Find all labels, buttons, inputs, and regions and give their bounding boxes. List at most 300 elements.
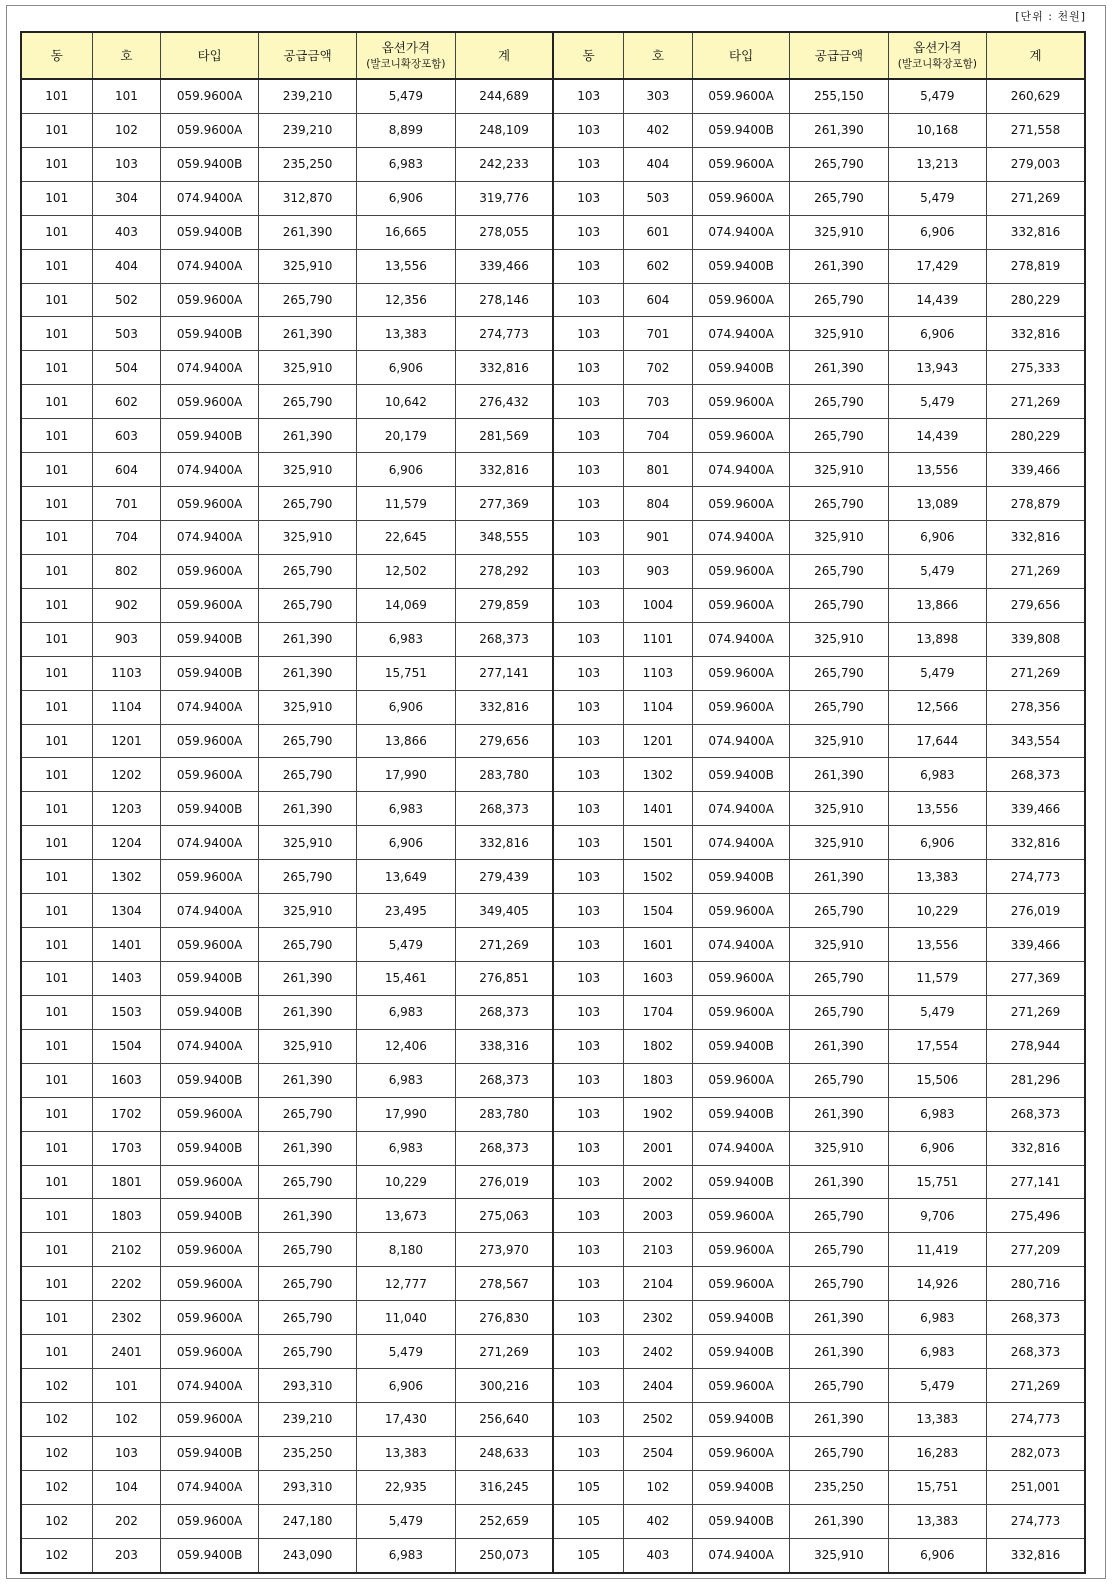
table-row bbox=[21, 1402, 1085, 1436]
cell-supply-price: 265,790 bbox=[790, 1436, 888, 1470]
header-label: 동 bbox=[582, 48, 595, 63]
cell-type: 059.9600A bbox=[692, 419, 789, 453]
cell-total: 278,944 bbox=[987, 1029, 1085, 1063]
cell-option-price: 5,479 bbox=[357, 928, 455, 962]
cell-total: 282,073 bbox=[987, 1436, 1085, 1470]
cell-ho: 703 bbox=[623, 385, 692, 419]
cell-ho: 603 bbox=[92, 419, 161, 453]
cell-dong: 103 bbox=[553, 181, 623, 215]
cell-ho: 403 bbox=[623, 1538, 692, 1573]
cell-option-price: 5,479 bbox=[888, 181, 986, 215]
cell-dong: 103 bbox=[553, 1267, 623, 1301]
cell-option-price: 16,283 bbox=[888, 1436, 986, 1470]
table-row bbox=[21, 1097, 1085, 1131]
cell-option-price: 13,649 bbox=[357, 860, 455, 894]
cell-type: 059.9600A bbox=[161, 928, 258, 962]
cell-ho: 2402 bbox=[623, 1335, 692, 1369]
cell-ho: 1703 bbox=[92, 1131, 161, 1165]
table-row bbox=[21, 656, 1085, 690]
cell-total: 332,816 bbox=[987, 826, 1085, 860]
cell-type: 074.9400A bbox=[161, 1470, 258, 1504]
cell-option-price: 5,479 bbox=[357, 79, 455, 113]
cell-total: 278,356 bbox=[987, 690, 1085, 724]
cell-supply-price: 325,910 bbox=[790, 928, 888, 962]
header-label: 타입 bbox=[197, 48, 222, 63]
header-label: 계 bbox=[1029, 48, 1042, 63]
cell-option-price: 14,439 bbox=[888, 419, 986, 453]
cell-dong: 103 bbox=[553, 385, 623, 419]
table-row bbox=[21, 928, 1085, 962]
cell-dong: 103 bbox=[553, 1063, 623, 1097]
cell-ho: 402 bbox=[623, 113, 692, 147]
cell-ho: 1202 bbox=[92, 758, 161, 792]
cell-type: 059.9600A bbox=[692, 283, 789, 317]
cell-option-price: 8,899 bbox=[357, 113, 455, 147]
cell-ho: 2401 bbox=[92, 1335, 161, 1369]
table-row bbox=[21, 758, 1085, 792]
cell-type: 059.9600A bbox=[161, 1267, 258, 1301]
table-row bbox=[21, 588, 1085, 622]
cell-option-price: 11,579 bbox=[888, 961, 986, 995]
cell-ho: 103 bbox=[92, 1436, 161, 1470]
header-label: 호 bbox=[651, 48, 664, 63]
cell-dong: 103 bbox=[553, 1131, 623, 1165]
cell-supply-price: 325,910 bbox=[790, 1131, 888, 1165]
cell-total: 319,776 bbox=[455, 181, 553, 215]
cell-type: 059.9400B bbox=[692, 113, 789, 147]
cell-supply-price: 261,390 bbox=[790, 1097, 888, 1131]
cell-dong: 101 bbox=[21, 860, 92, 894]
cell-total: 338,316 bbox=[455, 1029, 553, 1063]
cell-type: 059.9600A bbox=[161, 1233, 258, 1267]
cell-supply-price: 325,910 bbox=[790, 1538, 888, 1573]
cell-option-price: 12,356 bbox=[357, 283, 455, 317]
cell-type: 059.9600A bbox=[161, 1097, 258, 1131]
cell-supply-price: 265,790 bbox=[258, 588, 356, 622]
cell-dong: 101 bbox=[21, 385, 92, 419]
cell-type: 059.9600A bbox=[692, 181, 789, 215]
cell-ho: 1504 bbox=[623, 894, 692, 928]
cell-ho: 2302 bbox=[623, 1301, 692, 1335]
cell-option-price: 17,429 bbox=[888, 249, 986, 283]
cell-option-price: 13,383 bbox=[357, 317, 455, 351]
cell-dong: 101 bbox=[21, 1335, 92, 1369]
cell-ho: 2002 bbox=[623, 1165, 692, 1199]
cell-type: 059.9600A bbox=[161, 860, 258, 894]
cell-total: 316,245 bbox=[455, 1470, 553, 1504]
cell-ho: 1104 bbox=[92, 690, 161, 724]
cell-dong: 101 bbox=[21, 1097, 92, 1131]
cell-supply-price: 325,910 bbox=[790, 453, 888, 487]
cell-type: 074.9400A bbox=[161, 826, 258, 860]
cell-option-price: 13,866 bbox=[888, 588, 986, 622]
cell-option-price: 5,479 bbox=[888, 656, 986, 690]
cell-supply-price: 265,790 bbox=[790, 690, 888, 724]
cell-dong: 101 bbox=[21, 419, 92, 453]
cell-total: 276,432 bbox=[455, 385, 553, 419]
header-sublabel: (발코니확장포함) bbox=[366, 57, 446, 70]
cell-ho: 2504 bbox=[623, 1436, 692, 1470]
cell-type: 059.9600A bbox=[161, 554, 258, 588]
cell-type: 074.9400A bbox=[692, 724, 789, 758]
cell-total: 275,496 bbox=[987, 1199, 1085, 1233]
cell-ho: 902 bbox=[92, 588, 161, 622]
cell-supply-price: 261,390 bbox=[258, 792, 356, 826]
cell-dong: 103 bbox=[553, 249, 623, 283]
cell-dong: 103 bbox=[553, 1029, 623, 1063]
cell-type: 059.9600A bbox=[692, 961, 789, 995]
cell-option-price: 5,479 bbox=[357, 1504, 455, 1538]
cell-total: 242,233 bbox=[455, 147, 553, 181]
cell-option-price: 11,419 bbox=[888, 1233, 986, 1267]
cell-option-price: 6,983 bbox=[357, 995, 455, 1029]
cell-supply-price: 265,790 bbox=[258, 554, 356, 588]
cell-total: 271,269 bbox=[987, 995, 1085, 1029]
cell-type: 059.9600A bbox=[161, 758, 258, 792]
cell-dong: 101 bbox=[21, 1131, 92, 1165]
header-dong-right bbox=[553, 32, 623, 79]
cell-ho: 903 bbox=[623, 554, 692, 588]
cell-ho: 403 bbox=[92, 215, 161, 249]
table-row bbox=[21, 1233, 1085, 1267]
cell-option-price: 12,777 bbox=[357, 1267, 455, 1301]
cell-ho: 1504 bbox=[92, 1029, 161, 1063]
cell-supply-price: 265,790 bbox=[258, 487, 356, 521]
cell-type: 074.9400A bbox=[692, 317, 789, 351]
cell-dong: 103 bbox=[553, 521, 623, 555]
cell-option-price: 13,556 bbox=[888, 453, 986, 487]
cell-type: 059.9400B bbox=[161, 215, 258, 249]
cell-ho: 1803 bbox=[92, 1199, 161, 1233]
cell-dong: 103 bbox=[553, 928, 623, 962]
header-type-right bbox=[692, 32, 789, 79]
cell-ho: 1902 bbox=[623, 1097, 692, 1131]
cell-total: 275,063 bbox=[455, 1199, 553, 1233]
cell-ho: 601 bbox=[623, 215, 692, 249]
cell-dong: 103 bbox=[553, 1301, 623, 1335]
cell-dong: 103 bbox=[553, 487, 623, 521]
cell-total: 271,269 bbox=[987, 181, 1085, 215]
cell-option-price: 15,751 bbox=[888, 1470, 986, 1504]
cell-dong: 103 bbox=[553, 147, 623, 181]
table-row bbox=[21, 521, 1085, 555]
cell-supply-price: 265,790 bbox=[258, 1267, 356, 1301]
cell-total: 283,780 bbox=[455, 1097, 553, 1131]
cell-supply-price: 265,790 bbox=[790, 995, 888, 1029]
cell-option-price: 8,180 bbox=[357, 1233, 455, 1267]
cell-total: 276,830 bbox=[455, 1301, 553, 1335]
cell-supply-price: 261,390 bbox=[790, 113, 888, 147]
header-label: 타입 bbox=[729, 48, 754, 63]
cell-option-price: 6,906 bbox=[357, 453, 455, 487]
cell-total: 268,373 bbox=[455, 1063, 553, 1097]
cell-ho: 104 bbox=[92, 1470, 161, 1504]
cell-supply-price: 265,790 bbox=[790, 487, 888, 521]
table-row bbox=[21, 1131, 1085, 1165]
cell-supply-price: 325,910 bbox=[790, 826, 888, 860]
table-row bbox=[21, 622, 1085, 656]
cell-dong: 103 bbox=[553, 826, 623, 860]
cell-dong: 101 bbox=[21, 453, 92, 487]
cell-type: 074.9400A bbox=[161, 453, 258, 487]
cell-supply-price: 265,790 bbox=[790, 656, 888, 690]
cell-total: 280,716 bbox=[987, 1267, 1085, 1301]
cell-option-price: 17,430 bbox=[357, 1402, 455, 1436]
cell-option-price: 13,673 bbox=[357, 1199, 455, 1233]
cell-option-price: 6,983 bbox=[357, 622, 455, 656]
cell-supply-price: 261,390 bbox=[258, 656, 356, 690]
table-row bbox=[21, 317, 1085, 351]
cell-dong: 103 bbox=[553, 1097, 623, 1131]
cell-type: 059.9600A bbox=[692, 894, 789, 928]
cell-supply-price: 325,910 bbox=[258, 826, 356, 860]
header-dong-left bbox=[21, 32, 92, 79]
cell-dong: 101 bbox=[21, 758, 92, 792]
cell-dong: 103 bbox=[553, 351, 623, 385]
cell-dong: 102 bbox=[21, 1369, 92, 1403]
cell-total: 268,373 bbox=[455, 622, 553, 656]
cell-supply-price: 265,790 bbox=[790, 588, 888, 622]
cell-option-price: 6,906 bbox=[357, 826, 455, 860]
header-option-price-left bbox=[357, 32, 455, 79]
cell-dong: 101 bbox=[21, 351, 92, 385]
cell-supply-price: 261,390 bbox=[790, 1029, 888, 1063]
cell-total: 271,269 bbox=[455, 1335, 553, 1369]
cell-type: 059.9600A bbox=[161, 1504, 258, 1538]
cell-ho: 903 bbox=[92, 622, 161, 656]
cell-total: 277,141 bbox=[455, 656, 553, 690]
cell-type: 074.9400A bbox=[692, 826, 789, 860]
cell-type: 059.9600A bbox=[692, 487, 789, 521]
cell-ho: 404 bbox=[92, 249, 161, 283]
cell-ho: 1204 bbox=[92, 826, 161, 860]
cell-dong: 101 bbox=[21, 928, 92, 962]
cell-type: 074.9400A bbox=[161, 249, 258, 283]
cell-dong: 101 bbox=[21, 1029, 92, 1063]
cell-total: 279,656 bbox=[455, 724, 553, 758]
cell-total: 332,816 bbox=[987, 317, 1085, 351]
cell-ho: 1103 bbox=[92, 656, 161, 690]
cell-total: 278,879 bbox=[987, 487, 1085, 521]
cell-dong: 101 bbox=[21, 181, 92, 215]
cell-type: 059.9600A bbox=[692, 1199, 789, 1233]
header-label: 옵션가격 bbox=[913, 39, 962, 55]
cell-dong: 101 bbox=[21, 554, 92, 588]
cell-dong: 103 bbox=[553, 113, 623, 147]
cell-dong: 103 bbox=[553, 1335, 623, 1369]
cell-supply-price: 261,390 bbox=[790, 1165, 888, 1199]
cell-dong: 103 bbox=[553, 283, 623, 317]
cell-dong: 101 bbox=[21, 622, 92, 656]
table-row bbox=[21, 487, 1085, 521]
cell-supply-price: 261,390 bbox=[790, 1335, 888, 1369]
cell-ho: 203 bbox=[92, 1538, 161, 1573]
cell-type: 059.9600A bbox=[692, 385, 789, 419]
cell-type: 059.9400B bbox=[161, 622, 258, 656]
cell-type: 059.9400B bbox=[161, 1199, 258, 1233]
cell-total: 271,269 bbox=[455, 928, 553, 962]
cell-option-price: 23,495 bbox=[357, 894, 455, 928]
header-label: 공급금액 bbox=[814, 48, 864, 63]
cell-total: 283,780 bbox=[455, 758, 553, 792]
cell-supply-price: 247,180 bbox=[258, 1504, 356, 1538]
cell-supply-price: 265,790 bbox=[258, 1165, 356, 1199]
cell-supply-price: 261,390 bbox=[258, 995, 356, 1029]
cell-option-price: 6,906 bbox=[357, 351, 455, 385]
cell-option-price: 17,554 bbox=[888, 1029, 986, 1063]
cell-supply-price: 239,210 bbox=[258, 1402, 356, 1436]
cell-dong: 103 bbox=[553, 317, 623, 351]
cell-ho: 1603 bbox=[92, 1063, 161, 1097]
cell-total: 332,816 bbox=[987, 521, 1085, 555]
cell-dong: 103 bbox=[553, 961, 623, 995]
cell-total: 278,146 bbox=[455, 283, 553, 317]
header-option-price-right bbox=[888, 32, 986, 79]
cell-ho: 604 bbox=[623, 283, 692, 317]
cell-dong: 103 bbox=[553, 724, 623, 758]
header-label: 호 bbox=[120, 48, 133, 63]
cell-option-price: 5,479 bbox=[888, 554, 986, 588]
cell-type: 059.9600A bbox=[161, 1335, 258, 1369]
cell-type: 059.9600A bbox=[692, 147, 789, 181]
cell-ho: 1201 bbox=[92, 724, 161, 758]
cell-supply-price: 265,790 bbox=[790, 1267, 888, 1301]
table-row bbox=[21, 1470, 1085, 1504]
cell-total: 332,816 bbox=[455, 351, 553, 385]
cell-type: 059.9600A bbox=[692, 995, 789, 1029]
cell-total: 332,816 bbox=[987, 215, 1085, 249]
cell-dong: 102 bbox=[21, 1436, 92, 1470]
cell-supply-price: 265,790 bbox=[258, 1097, 356, 1131]
cell-ho: 602 bbox=[92, 385, 161, 419]
table-row bbox=[21, 826, 1085, 860]
cell-supply-price: 325,910 bbox=[790, 622, 888, 656]
cell-total: 339,466 bbox=[987, 928, 1085, 962]
cell-total: 271,269 bbox=[987, 656, 1085, 690]
cell-ho: 2003 bbox=[623, 1199, 692, 1233]
cell-type: 059.9600A bbox=[692, 79, 789, 113]
cell-option-price: 15,461 bbox=[357, 961, 455, 995]
table-row bbox=[21, 1504, 1085, 1538]
cell-ho: 701 bbox=[92, 487, 161, 521]
header-type-left bbox=[161, 32, 258, 79]
header-total-right bbox=[987, 32, 1085, 79]
cell-total: 268,373 bbox=[455, 995, 553, 1029]
cell-type: 059.9400B bbox=[692, 1301, 789, 1335]
cell-supply-price: 265,790 bbox=[790, 554, 888, 588]
cell-supply-price: 325,910 bbox=[258, 521, 356, 555]
cell-supply-price: 265,790 bbox=[790, 419, 888, 453]
header-label: 계 bbox=[497, 48, 511, 63]
cell-total: 332,816 bbox=[455, 826, 553, 860]
cell-total: 278,567 bbox=[455, 1267, 553, 1301]
cell-total: 268,373 bbox=[987, 1301, 1085, 1335]
table-row bbox=[21, 113, 1085, 147]
cell-ho: 1801 bbox=[92, 1165, 161, 1199]
cell-total: 279,439 bbox=[455, 860, 553, 894]
cell-ho: 802 bbox=[92, 554, 161, 588]
table-row bbox=[21, 1267, 1085, 1301]
cell-total: 256,640 bbox=[455, 1402, 553, 1436]
cell-supply-price: 261,390 bbox=[258, 961, 356, 995]
cell-option-price: 16,665 bbox=[357, 215, 455, 249]
cell-dong: 103 bbox=[553, 690, 623, 724]
header-ho-left bbox=[92, 32, 161, 79]
cell-total: 332,816 bbox=[455, 690, 553, 724]
cell-ho: 1603 bbox=[623, 961, 692, 995]
cell-supply-price: 243,090 bbox=[258, 1538, 356, 1573]
cell-type: 059.9600A bbox=[692, 554, 789, 588]
cell-total: 268,373 bbox=[455, 792, 553, 826]
cell-dong: 103 bbox=[553, 554, 623, 588]
cell-dong: 101 bbox=[21, 826, 92, 860]
cell-option-price: 6,983 bbox=[888, 758, 986, 792]
table-row bbox=[21, 894, 1085, 928]
cell-option-price: 6,906 bbox=[357, 1369, 455, 1403]
cell-dong: 105 bbox=[553, 1470, 623, 1504]
cell-dong: 103 bbox=[553, 860, 623, 894]
cell-total: 268,373 bbox=[987, 1097, 1085, 1131]
cell-supply-price: 265,790 bbox=[258, 928, 356, 962]
cell-total: 332,816 bbox=[455, 453, 553, 487]
cell-supply-price: 265,790 bbox=[258, 758, 356, 792]
cell-ho: 402 bbox=[623, 1504, 692, 1538]
cell-dong: 101 bbox=[21, 147, 92, 181]
cell-total: 343,554 bbox=[987, 724, 1085, 758]
cell-total: 271,558 bbox=[987, 113, 1085, 147]
cell-supply-price: 312,870 bbox=[258, 181, 356, 215]
cell-supply-price: 325,910 bbox=[790, 521, 888, 555]
cell-total: 280,229 bbox=[987, 419, 1085, 453]
cell-type: 059.9400B bbox=[161, 1538, 258, 1573]
cell-option-price: 17,990 bbox=[357, 758, 455, 792]
cell-supply-price: 265,790 bbox=[258, 1233, 356, 1267]
cell-total: 339,466 bbox=[987, 453, 1085, 487]
table-row bbox=[21, 1029, 1085, 1063]
cell-option-price: 6,906 bbox=[888, 215, 986, 249]
cell-ho: 1101 bbox=[623, 622, 692, 656]
cell-dong: 103 bbox=[553, 1233, 623, 1267]
cell-type: 074.9400A bbox=[692, 1131, 789, 1165]
cell-supply-price: 261,390 bbox=[790, 351, 888, 385]
cell-type: 059.9400B bbox=[692, 860, 789, 894]
table-row bbox=[21, 351, 1085, 385]
cell-ho: 604 bbox=[92, 453, 161, 487]
cell-ho: 1304 bbox=[92, 894, 161, 928]
cell-ho: 2102 bbox=[92, 1233, 161, 1267]
cell-dong: 101 bbox=[21, 1063, 92, 1097]
cell-supply-price: 235,250 bbox=[258, 147, 356, 181]
header-sublabel: (발코니확장포함) bbox=[897, 57, 977, 70]
cell-type: 074.9400A bbox=[161, 1029, 258, 1063]
cell-supply-price: 261,390 bbox=[790, 1301, 888, 1335]
cell-option-price: 20,179 bbox=[357, 419, 455, 453]
cell-dong: 101 bbox=[21, 724, 92, 758]
cell-option-price: 5,479 bbox=[888, 995, 986, 1029]
cell-supply-price: 261,390 bbox=[258, 317, 356, 351]
cell-supply-price: 261,390 bbox=[790, 1504, 888, 1538]
table-row bbox=[21, 249, 1085, 283]
cell-type: 059.9600A bbox=[161, 588, 258, 622]
table-row bbox=[21, 1165, 1085, 1199]
cell-type: 059.9400B bbox=[692, 1165, 789, 1199]
table-row bbox=[21, 1538, 1085, 1573]
cell-option-price: 13,383 bbox=[888, 1504, 986, 1538]
cell-option-price: 13,383 bbox=[888, 860, 986, 894]
cell-type: 059.9400B bbox=[692, 1335, 789, 1369]
cell-type: 059.9400B bbox=[161, 995, 258, 1029]
table-row bbox=[21, 554, 1085, 588]
